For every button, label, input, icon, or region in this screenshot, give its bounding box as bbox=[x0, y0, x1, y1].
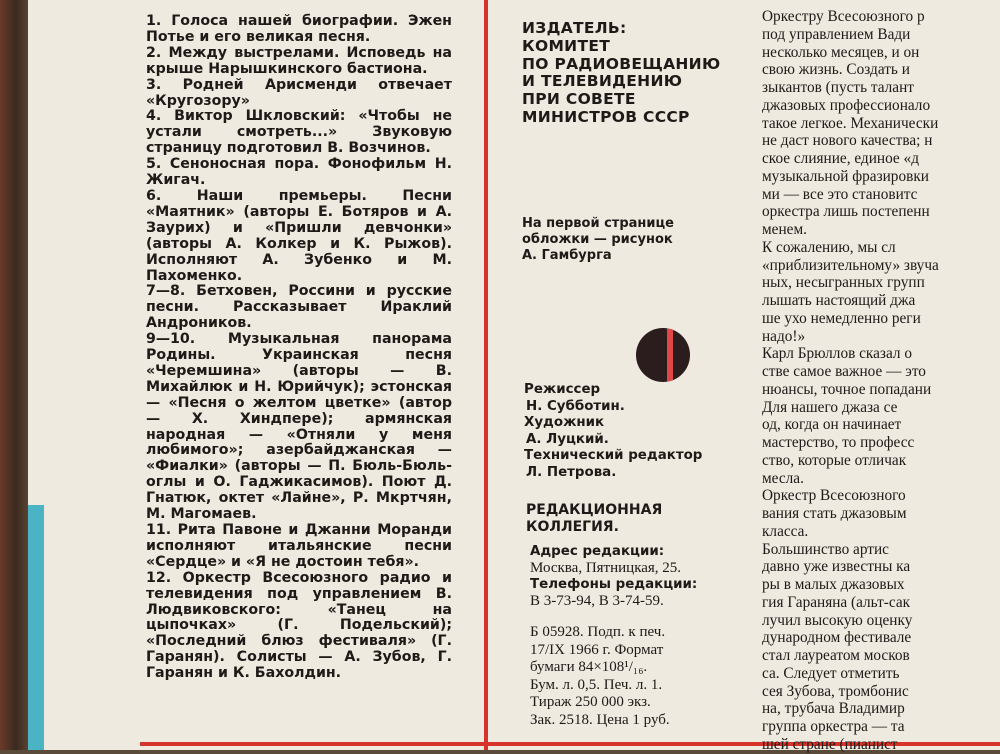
article-line: под управлением Вади bbox=[762, 25, 911, 43]
editorial-board-line: РЕДАКЦИОННАЯ bbox=[526, 502, 663, 518]
article-line: ство, которые отличак bbox=[762, 451, 907, 469]
contents-item: 2. Между выстрелами. Исповедь на крыше Нарышкинского бастиона. bbox=[146, 44, 452, 77]
article-line: ры в малых джазовых bbox=[762, 576, 905, 593]
article-line: группа оркестра — та bbox=[762, 718, 905, 735]
article-line: «приблизительному» звуча bbox=[762, 256, 939, 274]
publisher-line: ПРИ СОВЕТЕ bbox=[522, 90, 636, 109]
contents-item: 4. Виктор Шкловский: «Чтобы не устали смотреть...» Звуковую страницу подготовил В. Возчинов. bbox=[146, 108, 452, 157]
article-line: лучил высокую оценку bbox=[762, 611, 913, 629]
article-line: несколько месяцев, и он bbox=[762, 43, 920, 61]
article-column bbox=[762, 8, 1000, 754]
contents-column bbox=[146, 14, 452, 682]
address-label: Адрес редакции: bbox=[530, 544, 665, 559]
article-line: Для нашего джаза се bbox=[762, 398, 898, 416]
article-line: сея Зубова, тромбонис bbox=[762, 682, 909, 700]
punched-hole bbox=[636, 328, 690, 382]
tech-editor-name: Л. Петрова. bbox=[526, 464, 617, 480]
phones-label: Телефоны редакции: bbox=[530, 577, 698, 592]
imprint-block bbox=[530, 624, 760, 729]
article-line: дународном фестивале bbox=[762, 629, 912, 647]
imprint-line: бумаги 84×108¹/₁₆. bbox=[530, 659, 648, 675]
article-line: Оркестр Всесоюзного bbox=[762, 487, 906, 505]
article-line: ское слияние, единое «д bbox=[762, 150, 919, 167]
article-line: зыкантов (пусть талант bbox=[762, 79, 914, 96]
cover-note-line: А. Гамбурга bbox=[522, 248, 612, 263]
article-line: музыкальной фразировки bbox=[762, 167, 929, 185]
contents-item: 11. Рита Павоне и Джанни Моранди исполняют итальянские песни «Сердце» и «Я не достоин тебя». bbox=[146, 522, 452, 570]
contacts-block bbox=[530, 544, 760, 610]
contents-item: 1. Голоса нашей биографии. Эжен Потье и его великая песня. bbox=[146, 13, 452, 45]
article-line: од, когда он начинает bbox=[762, 416, 902, 434]
credits-block bbox=[524, 382, 754, 482]
artist-name: А. Луцкий. bbox=[526, 431, 609, 447]
article-line: класса. bbox=[762, 522, 809, 540]
editorial-board bbox=[526, 502, 662, 536]
contents-item: 5. Сеноносная пора. Фонофильм Н. Жигач. bbox=[146, 156, 452, 189]
imprint-line: Б 05928. Подп. к печ. bbox=[530, 624, 666, 640]
article-line: давно уже известны ка bbox=[762, 558, 911, 576]
director-name: Н. Субботин. bbox=[526, 398, 625, 414]
contents-item: 12. Оркестр Всесоюзного радио и телевидения под управлением В. Людвиковского: «Танец на цыпочках» (Г. Подельский); «Последний блюз фестиваля» (Г. Гаранян). Солисты — А. Зубов, Г. Гаранян и К. Бахолдин. bbox=[146, 569, 452, 682]
phones-value: В 3-73-94, В 3-74-59. bbox=[530, 593, 664, 609]
contents-item: 7—8. Бетховен, Россини и русские песни. Рассказывает Ираклий Андроников. bbox=[146, 283, 452, 332]
cover-note bbox=[522, 216, 674, 264]
article-line: Оркестру Всесоюзного р bbox=[762, 8, 925, 25]
publisher-line: ИЗДАТЕЛЬ: bbox=[522, 19, 627, 37]
article-line: оркестра лишь постепенн bbox=[762, 203, 930, 221]
article-line: менем. bbox=[762, 221, 807, 238]
publisher-line: КОМИТЕТ bbox=[522, 36, 611, 55]
article-line: Большинство артис bbox=[762, 540, 889, 558]
article-line: вания стать джазовым bbox=[762, 505, 907, 522]
article-line: такое легкое. Механически bbox=[762, 114, 939, 132]
article-line: К сожалению, мы сл bbox=[762, 238, 896, 256]
contents-item: 9—10. Музыкальная панорама Родины. Украинская песня «Черемшина» (авторы — В. Михайлюк и Н. Юрийчук); эстонская — «Песня о желтом цветке» (автор — Х. Хиндпере); армянская народная — «Отняли у меня любимого»; азербайджанская — «Фиалки» (авторы — П. Бюль-Бюль-оглы и О. Гаджикасимов). Поют Д. Гнатюк, октет «Лайне», Р. Мкртчян, М. Магомаев. bbox=[146, 331, 452, 523]
cover-teal-edge bbox=[28, 505, 44, 750]
publisher-line: МИНИСТРОВ СССР bbox=[522, 107, 690, 126]
publisher-line: И ТЕЛЕВИДЕНИЮ bbox=[522, 72, 683, 91]
article-line: нюансы, точное попадани bbox=[762, 380, 932, 398]
imprint-line: Зак. 2518. Цена 1 руб. bbox=[530, 711, 670, 728]
article-line: лышать настоящий джа bbox=[762, 292, 916, 309]
red-vertical-rule bbox=[484, 0, 488, 750]
article-line: свою жизнь. Создать и bbox=[762, 61, 910, 79]
director-label: Режиссер bbox=[524, 382, 601, 397]
artist-label: Художник bbox=[524, 415, 605, 431]
contents-item: 3. Родней Арисменди отвечает «Кругозору» bbox=[146, 76, 452, 109]
article-line: шей стране (пианист bbox=[762, 735, 898, 753]
tech-editor-label: Технический редактор bbox=[524, 448, 703, 464]
imprint-line: Бум. л. 0,5. Печ. л. 1. bbox=[530, 676, 663, 693]
article-line: са. Следует отметить bbox=[762, 664, 900, 682]
imprint-line: 17/IX 1966 г. Формат bbox=[530, 641, 664, 658]
imprint-line: Тираж 250 000 экз. bbox=[530, 694, 651, 710]
article-line: мастерство, то професс bbox=[762, 434, 915, 451]
address-value: Москва, Пятницкая, 25. bbox=[530, 560, 682, 576]
article-line: стве самое важное — это bbox=[762, 363, 926, 380]
article-line: месла. bbox=[762, 469, 804, 487]
article-line: надо!» bbox=[762, 327, 806, 345]
contents-item: 6. Наши премьеры. Песни «Маятник» (авторы Е. Ботяров и А. Заурих) и «Пришли девчонки» (авторы А. Колкер и К. Рыжов). Исполняют А. Зубенко и М. Пахоменко. bbox=[146, 187, 452, 284]
article-line: ных, несыгранных групп bbox=[762, 274, 925, 292]
article-line: не даст нового качества; н bbox=[762, 132, 933, 150]
article-line: ми — все это становитс bbox=[762, 185, 918, 203]
hole-red-stripe bbox=[667, 328, 673, 382]
publisher-line: ПО РАДИОВЕЩАНИЮ bbox=[522, 54, 721, 73]
article-line: Карл Брюллов сказал о bbox=[762, 345, 912, 363]
article-line: стал лауреатом москов bbox=[762, 647, 910, 664]
article-line: гия Гараняна (альт-сак bbox=[762, 593, 911, 611]
publisher-block bbox=[522, 20, 762, 127]
cover-note-line: обложки — рисунок bbox=[522, 232, 673, 247]
cover-note-line: На первой странице bbox=[522, 216, 674, 231]
article-line: на, трубача Владимир bbox=[762, 700, 905, 718]
article-line: ше ухо немедленно реги bbox=[762, 309, 921, 327]
editorial-board-line: КОЛЛЕГИЯ. bbox=[526, 519, 619, 535]
article-line: джазовых профессионало bbox=[762, 96, 931, 114]
